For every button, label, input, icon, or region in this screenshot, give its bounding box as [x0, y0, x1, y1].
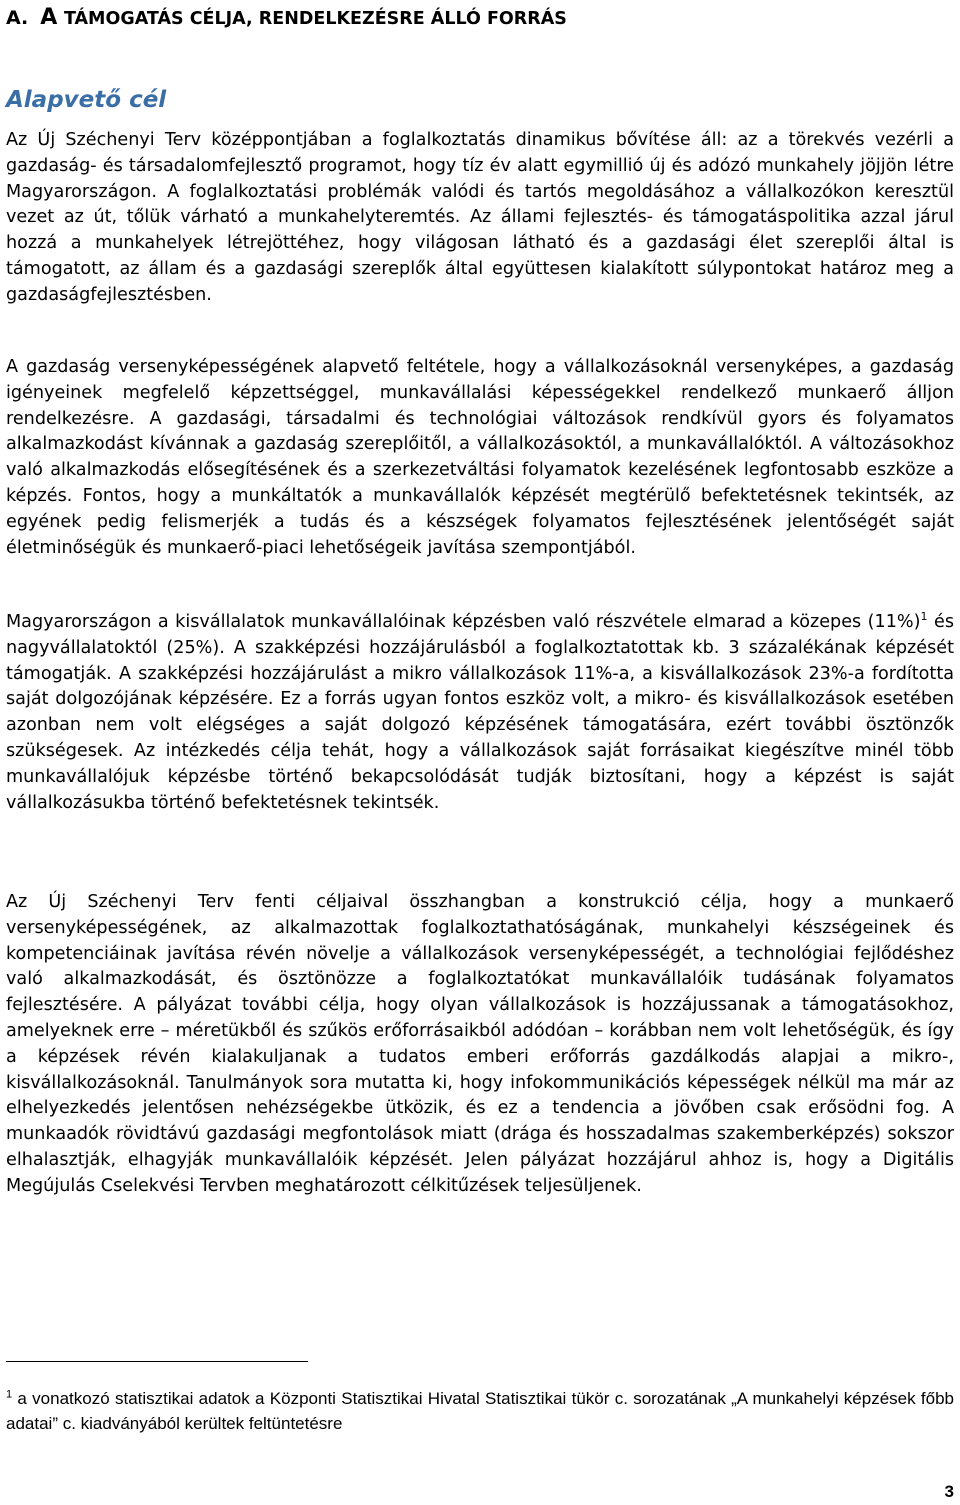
- heading-text: TÁMOGATÁS CÉLJA, RENDELKEZÉSRE ÁLLÓ FORRÁS: [63, 9, 567, 29]
- section-subheading: Alapvető cél: [6, 87, 167, 113]
- heading-first-letter: A: [40, 5, 58, 30]
- footnote-separator: [6, 1361, 308, 1362]
- footnote-marker: 1: [6, 1388, 13, 1401]
- paragraph-2: A gazdaság versenyképességének alapvető feltétele, hogy a vállalkozásoknál versenyképes, a gazdaság igényeinek megfelelő képzettséggel, munkavállalási képességekkel rendelkező munkaerő álljon rendelkezésre. A gazdasági, társadalmi és technológiai változások rendkívül gyors és folyamatos alkalmazkodást kívánnak a gazdaság szereplőitől, a vállalkozásoktól, a munkavállalóktól. A változásokhoz való alkalmazkodás elősegítésének és a szerkezetváltási folyamatok kezelésének legfontosabb eszköze a képzés. Fontos, hogy a munkáltatók a munkavállalók képzését megtérülő befektetésnek tekintsék, az egyének pedig felismerjék a tudás és a készségek folyamatos fejlesztésének jelentőségét saját életminőségük és munkaerő-piaci lehetőségeik javítása szempontjából.: [6, 357, 954, 558]
- footnote-reference[interactable]: 1: [920, 610, 928, 624]
- heading-number: A.: [6, 7, 29, 29]
- footnote: [6, 1386, 954, 1436]
- chapter-heading: [6, 6, 567, 31]
- page-number: 3: [944, 1482, 954, 1501]
- paragraph-1: Az Új Széchenyi Terv középpontjában a foglalkoztatás dinamikus bővítése áll: az a törekvés vezérli a gazdaság- és társadalomfejlesztő programot, hogy tíz év alatt egymillió új és adózó munkahely jöjjön létre Magyarországon. A foglalkoztatási problémák valódi és tartós megoldásához a vállalkozókon keresztül vezet az út, tőlük várható a munkahelyteremtés. Az állami fejlesztés- és támogatáspolitika azzal járul hozzá a munkahelyek létrejöttéhez, hogy világosan látható és a gazdasági élet szereplői által is támogatott, az állam és a gazdasági szereplők által együttesen kialakított súlypontokat határoz meg a gazdaságfejlesztésben.: [6, 130, 954, 305]
- paragraph-3-end: és nagyvállalatoktól (25%). A szakképzési hozzájárulásból a foglalkoztatottak kb. 3 százalékának képzését támogatják. A szakképzési hozzájárulást a mikro vállalkozások 11%-a, a kisvállalkozások 23%-a fordította saját dolgozójának képzésére. Ez a forrás ugyan fontos eszköz volt, a mikro- és kisvállalkozások esetében azonban nem volt elégséges a saját dolgozó képzésének támogatására, ezért további ösztönzők szükségesek. Az intézkedés célja tehát, hogy a vállalkozások saját forrásaikat kiegészítve minél több munkavállalójuk képzésbe történő bekapcsolódását tudják biztosítani, hogy a képzést is saját vállalkozásukba történő befektetésnek tekintsék.: [6, 612, 954, 813]
- footnote-text: a vonatkozó statisztikai adatok a Központi Statisztikai Hivatal Statisztikai tükör c. sorozatának „A munkahelyi képzések főbb adatai” c. kiadványából kerültek feltüntetésre: [6, 1389, 954, 1433]
- paragraph-4: Az Új Széchenyi Terv fenti céljaival összhangban a konstrukció célja, hogy a munkaerő versenyképességének, az alkalmazottak foglalkoztathatóságának, munkahelyi készségeinek és kompetenciáinak javítása révén növelje a vállalkozások versenyképességét, a technológiai fejlődéshez való alkalmazkodását, és ösztönözze a foglalkoztatókat munkavállalóik tudásának folyamatos fejlesztésére. A pályázat további célja, hogy olyan vállalkozások is hozzájussanak a támogatásokhoz, amelyeknek erre – méretükből és szűkös erőforrásaikból adódóan – korábban nem volt lehetőségük, és így a képzések révén kialakuljanak a tudatos emberi erőforrás gazdálkodás alapjai a mikro-, kisvállalkozásoknál. Tanulmányok sora mutatta ki, hogy infokommunikációs képességek nélkül ma már az elhelyezkedés jelentősen nehézségekbe ütközik, és ez a tendencia a jövőben csak erősödni fog. A munkaadók rövidtávú gazdasági megfontolások miatt (drága és hosszadalmas szakemberképzés) sokszor elhalasztják, elhagyják munkavállalóik képzését. Jelen pályázat hozzájárul ahhoz is, hogy a Digitális Megújulás Cselekvési Tervben meghatározott célkitűzések teljesüljenek.: [6, 892, 954, 1196]
- paragraph-3: [6, 610, 954, 816]
- paragraph-3-start: Magyarországon a kisvállalatok munkavállalóinak képzésben való részvétele elmarad a közepes (11%): [6, 612, 921, 632]
